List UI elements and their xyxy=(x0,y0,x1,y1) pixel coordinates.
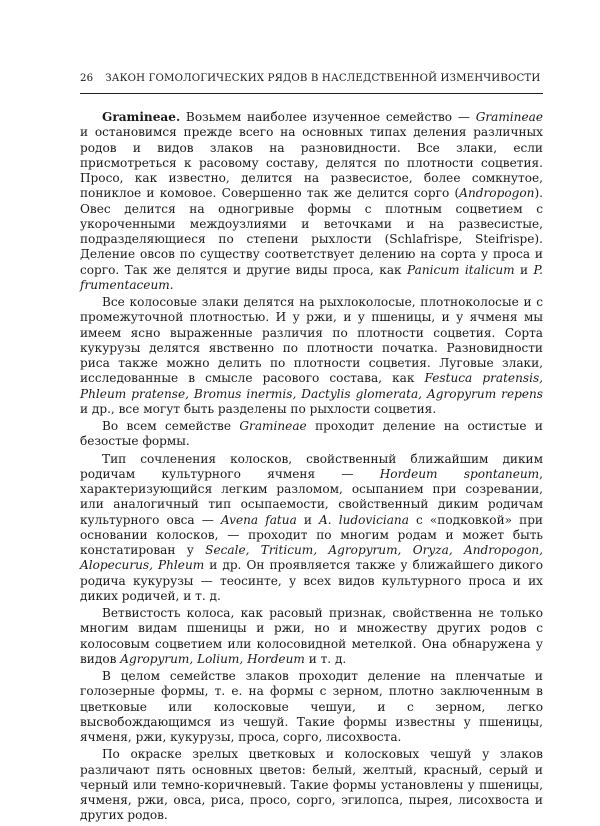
paragraph-7 xyxy=(80,747,543,823)
page-number: 26 xyxy=(80,73,94,84)
latin-term: Avena fatua xyxy=(220,512,297,527)
paragraph-6 xyxy=(80,669,543,745)
text-run: и др., все могут быть разделены по рыхлости соцветия. xyxy=(80,401,437,416)
text-run: По окраске зрелых цветковых и колосковых чешуй у злаков различают пять основных цветов: белый, желтый, красный, серый и черный или темно-коричневый. Такие формы установлены у пшеницы, ячменя, ржи, овса, риса, просо, сорго, эгилопса, пырея, лисохвоста и других родов. xyxy=(80,747,543,823)
text-run: и xyxy=(296,512,320,527)
text-run: . xyxy=(169,277,174,292)
text-run: Тип сочленения колосков, свойственный ближайшим диким родичам культурного ячменя — xyxy=(80,451,543,481)
text-run: с «подковкой» при основании колосков, — проходит по многим родам и может быть констатирован у xyxy=(80,512,543,557)
text-run: и остановимся прежде всего на основных типах деления различных родов и видов злаков на разновидности. Все злаки, если присмотреться к расовому составу, делятся по плотности соцветия. Просо, как известно, делится на развесистое, более сомкнутое, пониклое и комовое. Совершенно так же делится сорго ( xyxy=(80,125,543,201)
paragraph-1 xyxy=(80,110,543,293)
paragraph-4 xyxy=(80,452,543,605)
text-run: и др. Он проявляется также у ближайшего дикого родича кукурузы — теосинте, у всех видов культурного проса и их диких родичей, и т. д. xyxy=(80,558,543,603)
header-rule xyxy=(80,93,543,94)
latin-term: Panicum italicum xyxy=(407,262,515,277)
text-run: В целом семействе злаков проходит деление на пленчатые и голозерные формы, т. е. на формы с зерном, плотно заключенным в цветковые или колосковые чешуи, и с зерном, легко высвобождающимся из чешуй. Такие формы известны у пшеницы, ячменя, ржи, кукурузы, проса, сорго, лисохвоста. xyxy=(80,669,543,744)
paragraph-5 xyxy=(80,606,543,667)
latin-term: Gramineae xyxy=(475,110,543,124)
paragraph-3 xyxy=(80,419,543,450)
latin-term: Gramineae xyxy=(239,419,307,433)
text-run: и xyxy=(514,262,534,277)
text-run: проходит деление на остистые и безостые формы. xyxy=(80,419,543,449)
text-run: , характеризующийся легким разломом, осыпанием при созревании, или аналогичный тип осыпаемости, свойственный диким родичам культурного овса — xyxy=(80,466,543,527)
text-run: Ветвистость колоса, как расовый признак, свойственна не только многим видам пшеницы и ржи, но и множеству других родов с колосовым соцветием или колосовидной метелкой. Она обнаружена у видов xyxy=(80,606,543,666)
text-run: Возьмем наиболее изученное семейство — xyxy=(180,110,476,124)
text-run: и т. д. xyxy=(304,651,347,666)
text-run: Во всем семействе xyxy=(102,419,240,433)
paragraph-2 xyxy=(80,295,543,417)
latin-term: Secale, Triticum, Agropyrum, Oryza, Andropogon, Alopecurus, Phleum xyxy=(80,543,543,573)
text-run: ). Овес делится на одногривые формы с плотным соцветием с укороченными междоузлиями и веточками и на развесистые, подразделяющиеся по степени рыхлости (Schlafrispe, Steifrispe). Деление овсов по существу соответствует делению на сорта у проса и сорго. Так же делятся и другие виды проса, как xyxy=(80,186,543,277)
latin-term: Andropogon xyxy=(459,186,535,201)
running-title: ЗАКОН ГОМОЛОГИЧЕСКИХ РЯДОВ В НАСЛЕДСТВЕННОЙ ИЗМЕНЧИВОСТИ xyxy=(105,73,541,84)
body-text xyxy=(80,110,543,826)
latin-term: Hordeum spontaneum xyxy=(379,466,540,481)
latin-term: A. ludoviciana xyxy=(319,512,409,527)
section-lead: Gramineae. xyxy=(102,110,181,124)
latin-term: P. frumentaceum xyxy=(80,262,543,292)
text-run: Все колосовые злаки делятся на рыхлоколосые, плотноколосые и с промежуточной плотностью. И у ржи, и у пшеницы, и у ячменя мы имеем ясно выраженные различия по плотности соцветия. Сорта кукурузы делятся явственно по плотности початка. Разновидности риса также можно делить по плотности соцветия. Луговые злаки, исследованные в смысле расового состава, как xyxy=(80,295,543,386)
latin-term: Festuca pratensis, Phleum pratense, Bromus inermis, Dactylis glomerata, Agropyrum repens xyxy=(80,371,543,401)
latin-term: Agropyrum, Lolium, Hordeum xyxy=(120,651,305,666)
running-header xyxy=(80,73,542,84)
